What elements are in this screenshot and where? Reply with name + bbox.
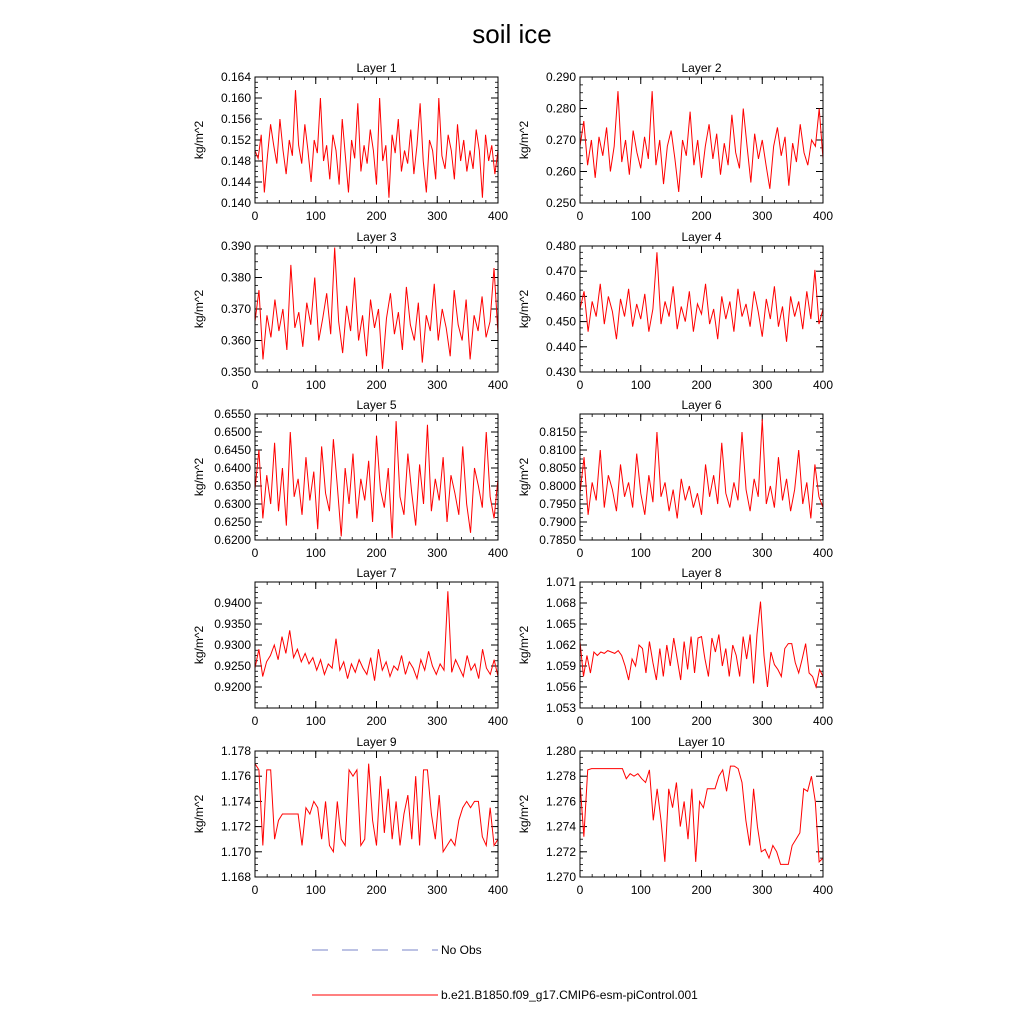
- x-tick-label: 200: [366, 209, 387, 223]
- y-tick-label: 0.6450: [214, 443, 251, 457]
- x-tick-label: 400: [812, 714, 834, 728]
- y-axis-label: kg/m^2: [517, 120, 531, 160]
- y-tick-label: 0.6400: [214, 461, 251, 475]
- plot-frame: [580, 77, 823, 203]
- y-tick-label: 0.460: [545, 289, 576, 304]
- legend: [312, 943, 698, 1002]
- x-tick-label: 0: [251, 378, 259, 392]
- y-tick-label: 1.280: [545, 744, 576, 758]
- x-tick-label: 100: [630, 714, 651, 728]
- panel-title: Layer 8: [681, 566, 722, 580]
- x-tick-label: 0: [576, 209, 584, 223]
- x-tick-label: 400: [812, 378, 834, 392]
- x-tick-label: 200: [691, 546, 712, 560]
- x-tick-label: 200: [366, 378, 387, 392]
- panel-layer-6: [517, 398, 833, 560]
- x-tick-label: 100: [305, 883, 326, 897]
- x-tick-label: 400: [812, 546, 834, 560]
- panel-title: Layer 1: [356, 61, 397, 75]
- y-axis-label: kg/m^2: [517, 794, 531, 834]
- y-tick-label: 0.6550: [214, 407, 251, 421]
- panel-layer-2: [517, 61, 833, 223]
- x-tick-label: 300: [427, 546, 448, 560]
- series-line: [255, 591, 498, 680]
- panel-layer-9: [192, 735, 508, 897]
- x-tick-label: 0: [576, 378, 584, 392]
- page-title: soil ice: [472, 19, 552, 49]
- plot-frame: [580, 582, 823, 708]
- y-tick-label: 1.172: [220, 819, 251, 834]
- y-tick-label: 0.450: [545, 314, 576, 329]
- x-tick-label: 100: [630, 883, 651, 897]
- panel-layer-3: [192, 230, 508, 392]
- plot-frame: [580, 751, 823, 877]
- y-tick-label: 0.9200: [214, 680, 251, 694]
- panel-layer-10: [517, 735, 833, 897]
- y-tick-label: 0.8050: [539, 461, 576, 475]
- x-tick-label: 200: [691, 714, 712, 728]
- panel-title: Layer 10: [678, 735, 725, 749]
- panel-layer-5: [192, 398, 508, 560]
- x-tick-label: 300: [427, 714, 448, 728]
- y-tick-label: 1.065: [545, 617, 576, 631]
- x-tick-label: 400: [487, 714, 509, 728]
- x-tick-label: 100: [305, 714, 326, 728]
- y-tick-label: 0.152: [220, 133, 251, 147]
- x-tick-label: 100: [630, 546, 651, 560]
- y-tick-label: 0.144: [220, 175, 251, 189]
- y-tick-label: 1.270: [545, 870, 576, 884]
- y-tick-label: 1.170: [220, 844, 251, 859]
- x-tick-label: 400: [487, 883, 509, 897]
- y-tick-label: 0.440: [545, 339, 576, 354]
- y-tick-label: 0.280: [545, 101, 576, 116]
- y-tick-label: 0.9350: [214, 617, 251, 631]
- y-axis-label: kg/m^2: [517, 457, 531, 497]
- x-tick-label: 0: [576, 546, 584, 560]
- y-tick-label: 1.062: [545, 638, 576, 652]
- y-tick-label: 1.278: [545, 769, 576, 784]
- legend-obs-label: No Obs: [441, 943, 482, 957]
- x-tick-label: 400: [812, 883, 834, 897]
- panel-title: Layer 2: [681, 61, 722, 75]
- series-line: [580, 252, 823, 341]
- y-tick-label: 0.360: [220, 333, 251, 348]
- x-tick-label: 0: [251, 546, 259, 560]
- y-tick-label: 0.380: [220, 270, 251, 285]
- y-tick-label: 0.156: [220, 112, 251, 126]
- y-tick-label: 1.053: [545, 701, 576, 715]
- y-tick-label: 0.164: [220, 70, 251, 84]
- panel-title: Layer 7: [356, 566, 397, 580]
- x-tick-label: 200: [366, 714, 387, 728]
- y-axis-label: kg/m^2: [192, 289, 206, 329]
- plot-frame: [255, 246, 498, 372]
- y-tick-label: 1.068: [545, 596, 576, 610]
- y-tick-label: 1.274: [545, 819, 576, 834]
- y-tick-label: 0.8000: [539, 479, 576, 493]
- x-tick-label: 300: [427, 378, 448, 392]
- x-tick-label: 200: [366, 546, 387, 560]
- y-tick-label: 0.6250: [214, 515, 251, 529]
- y-axis-label: kg/m^2: [517, 289, 531, 329]
- x-tick-label: 0: [576, 883, 584, 897]
- series-line: [255, 421, 498, 538]
- y-tick-label: 0.8100: [539, 443, 576, 457]
- x-tick-label: 100: [630, 378, 651, 392]
- x-tick-label: 200: [691, 209, 712, 223]
- y-axis-label: kg/m^2: [192, 457, 206, 497]
- panel-title: Layer 5: [356, 398, 397, 412]
- y-tick-label: 1.059: [545, 659, 576, 673]
- plot-frame: [255, 414, 498, 540]
- y-tick-label: 0.480: [545, 239, 576, 253]
- series-line: [580, 766, 823, 864]
- x-tick-label: 100: [305, 378, 326, 392]
- y-tick-label: 0.6350: [214, 479, 251, 493]
- y-tick-label: 0.6200: [214, 533, 251, 547]
- y-tick-label: 1.178: [220, 744, 251, 758]
- series-line: [255, 248, 498, 369]
- x-tick-label: 0: [251, 714, 259, 728]
- x-tick-label: 300: [752, 378, 773, 392]
- series-line: [580, 602, 823, 687]
- x-tick-label: 400: [487, 209, 509, 223]
- series-line: [255, 90, 498, 198]
- panel-title: Layer 3: [356, 230, 397, 244]
- x-tick-label: 300: [427, 209, 448, 223]
- x-tick-label: 100: [630, 209, 651, 223]
- y-tick-label: 0.7900: [539, 515, 576, 529]
- panel-title: Layer 4: [681, 230, 722, 244]
- plot-frame: [580, 246, 823, 372]
- y-tick-label: 0.260: [545, 164, 576, 179]
- x-tick-label: 300: [752, 546, 773, 560]
- panel-title: Layer 6: [681, 398, 722, 412]
- series-line: [255, 764, 498, 852]
- y-axis-label: kg/m^2: [192, 120, 206, 160]
- series-line: [580, 91, 823, 192]
- x-tick-label: 300: [752, 714, 773, 728]
- y-tick-label: 0.390: [220, 239, 251, 253]
- x-tick-label: 300: [752, 883, 773, 897]
- y-axis-label: kg/m^2: [192, 794, 206, 834]
- series-line: [580, 419, 823, 518]
- x-tick-label: 100: [305, 209, 326, 223]
- panel-layer-8: [517, 566, 833, 728]
- x-tick-label: 0: [251, 209, 259, 223]
- x-tick-label: 400: [487, 378, 509, 392]
- y-tick-label: 0.430: [545, 365, 576, 379]
- x-tick-label: 200: [691, 378, 712, 392]
- y-tick-label: 0.160: [220, 91, 251, 105]
- y-axis-label: kg/m^2: [192, 625, 206, 665]
- y-tick-label: 0.6500: [214, 425, 251, 439]
- y-tick-label: 1.174: [220, 794, 251, 809]
- x-tick-label: 100: [305, 546, 326, 560]
- y-tick-label: 0.8150: [539, 425, 576, 439]
- y-tick-label: 1.168: [220, 870, 251, 884]
- y-tick-label: 0.250: [545, 196, 576, 210]
- x-tick-label: 400: [812, 209, 834, 223]
- y-tick-label: 0.9300: [214, 638, 251, 652]
- panel-layer-4: [517, 230, 833, 392]
- y-tick-label: 0.7850: [539, 533, 576, 547]
- x-tick-label: 200: [691, 883, 712, 897]
- x-tick-label: 300: [427, 883, 448, 897]
- plot-frame: [580, 414, 823, 540]
- panel-layer-7: [192, 566, 508, 728]
- y-tick-label: 1.056: [545, 680, 576, 694]
- y-tick-label: 0.6300: [214, 497, 251, 511]
- y-tick-label: 1.071: [545, 575, 576, 589]
- x-tick-label: 0: [251, 883, 259, 897]
- y-tick-label: 0.370: [220, 302, 251, 316]
- y-tick-label: 0.148: [220, 154, 251, 168]
- panel-title: Layer 9: [356, 735, 397, 749]
- y-tick-label: 1.272: [545, 844, 576, 859]
- x-tick-label: 200: [366, 883, 387, 897]
- y-tick-label: 0.140: [220, 196, 251, 210]
- x-tick-label: 0: [576, 714, 584, 728]
- legend-model-label: b.e21.B1850.f09_g17.CMIP6-esm-piControl.001: [441, 988, 698, 1002]
- y-tick-label: 0.290: [545, 70, 576, 84]
- panels-group: [192, 61, 833, 897]
- y-axis-label: kg/m^2: [517, 625, 531, 665]
- x-tick-label: 300: [752, 209, 773, 223]
- panel-layer-1: [192, 61, 508, 223]
- y-tick-label: 1.276: [545, 794, 576, 809]
- y-tick-label: 0.7950: [539, 497, 576, 511]
- y-tick-label: 1.176: [220, 769, 251, 784]
- x-tick-label: 400: [487, 546, 509, 560]
- y-tick-label: 0.270: [545, 133, 576, 147]
- y-tick-label: 0.9400: [214, 596, 251, 610]
- y-tick-label: 0.350: [220, 365, 251, 379]
- y-tick-label: 0.9250: [214, 659, 251, 673]
- y-tick-label: 0.470: [545, 264, 576, 279]
